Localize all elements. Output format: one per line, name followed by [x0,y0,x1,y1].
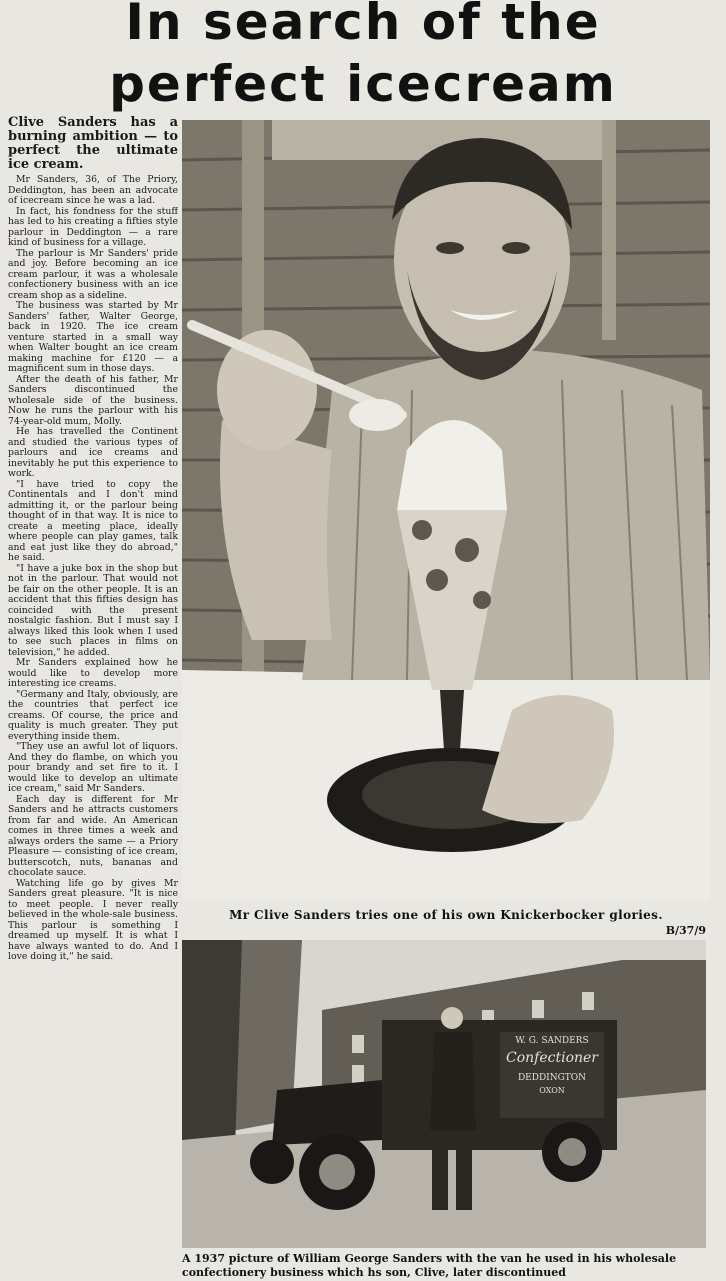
article-paragraph: The business was started by Mr Sanders' father, Walter George, back in 1920. The ice cream venture started in a small way when Walter bought an ice cream making machine for £120 — a magnificent sum in those days. [8,300,178,374]
article-paragraph: "They use an awful lot of liquors. And they do flambe, on which you pour brandy and set fire to it. I would like to develop an ultimate ice cream," said Mr Sanders. [8,741,178,794]
article-paragraph: "I have a juke box in the shop but not in the parlour. That would not be fair on the other people. It is an accident that this fifties design has coincided with the present nostalgic fashion. But I must say I always liked this look when I used to see such places in films on television," he added. [8,562,178,658]
photo-reference: B/37/9 [665,924,706,937]
headline [0,0,726,120]
van-photo [182,940,706,1248]
article-paragraph: Watching life go by gives Mr Sanders great pleasure. "It is nice to meet people. I never really believed in the whole-sale business. This parlour is something I dreamed up myself. It is what I have always wanted to do. And I love doing it," he said. [8,877,178,962]
article-paragraph: Mr Sanders, 36, of The Priory, Deddington, has been an advocate of icecream since he was a lad. [8,174,178,206]
article-paragraph: After the death of his father, Mr Sanders discontinued the wholesale side of the business. Now he runs the parlour with his 74-year-old mum, Molly. [8,373,178,427]
article-paragraph: In fact, his fondness for the stuff has led to his creating a fifties style parlour in Deddington — a rare kind of business for a village. [8,205,178,248]
headline-line-1: In search of the [125,0,601,51]
article-body [8,116,178,1281]
article-paragraph: Each day is different for Mr Sanders and he attracts customers from far and wide. An American comes in three times a week and always orders the same — a Priory Pleasure — consisting of ice cream, butterscotch, nuts, bananas and chocolate sauce. [8,793,178,878]
van-sign-line-4: OXON [539,1086,565,1095]
van-sign-line-3: DEDDINGTON [517,1073,587,1083]
article-paragraph: "I have tried to copy the Continentals and I don't mind admitting it, or the parlour being thought of in that way. It is nice to create a meeting place, ideally where people can play games, talk and eat just like they do abroad," he said. [8,478,178,563]
article-lead: Clive Sanders has a burning ambition — to perfect the ultimate ice cream. [8,116,178,172]
article-paragraph: "Germany and Italy, obviously, are the countries that perfect ice creams. Of course, the price and quality is much greater. They put everything inside them. [8,688,178,742]
article-paragraph: He has travelled the Continent and studied the various types of parlours and ice creams and inevitably he put this experience to work. [8,426,178,479]
van-sign-line-2: Confectioner [506,1050,598,1066]
van-sign-line-1: W. G. SANDERS [515,1036,589,1046]
van-photo-caption: A 1937 picture of William George Sanders with the van he used in his wholesale confectionery business which hs son, Clive, later discontinued [182,1252,677,1279]
headline-line-2: perfect icecream [109,55,617,113]
article-paragraph: The parlour is Mr Sanders' pride and joy. Before becoming an ice cream parlour, it was a wholesale confectionery business with an ice cream shop as a sideline. [8,247,178,301]
article-paragraph: Mr Sanders explained how he would like to develop more interesting ice creams. [8,657,178,689]
sundae-photo-caption: Mr Clive Sanders tries one of his own Knickerbocker glories. [229,908,663,922]
sundae-photo [182,120,710,900]
